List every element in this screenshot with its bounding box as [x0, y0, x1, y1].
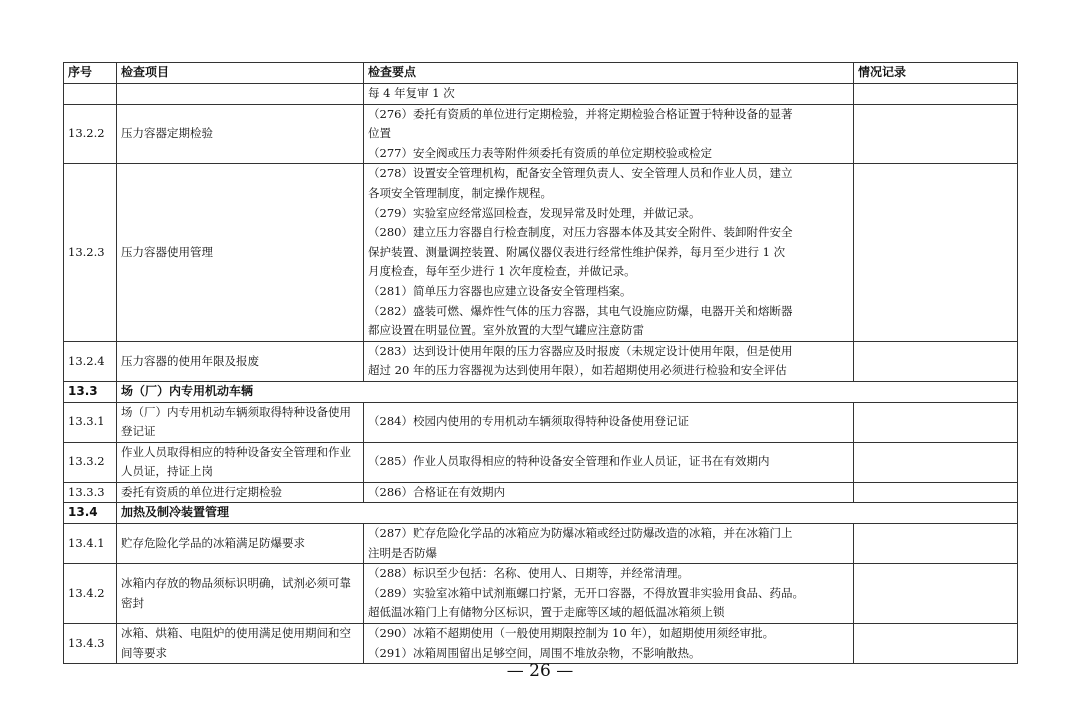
requirement-line: （291）冰箱周围留出足够空间，周围不堆放杂物，不影响散热。: [368, 645, 701, 660]
record-cell: [854, 402, 1018, 442]
inspection-points: [364, 164, 854, 341]
record-cell: [854, 564, 1018, 624]
row-number: 13.4.1: [64, 524, 117, 564]
requirement-line: （282）盛装可燃、爆炸性气体的压力容器，其电气设施应防爆，电器开关和熔断器: [368, 303, 793, 318]
requirement-line: 每 4 年复审 1 次: [368, 86, 455, 100]
table-row: [64, 442, 1018, 482]
requirement-line: （287）贮存危险化学品的冰箱应为防爆冰箱或经过防爆改造的冰箱，并在冰箱门上: [368, 526, 793, 541]
section-title: 场（厂）内专用机动车辆: [117, 381, 1018, 402]
inspection-points: [364, 482, 854, 503]
inspection-item: 场（厂）内专用机动车辆须取得特种设备使用登记证: [117, 402, 364, 442]
page-number: — 26 —: [506, 661, 574, 681]
header-points: 检查要点: [364, 63, 854, 84]
requirement-line: 月度检查，每年至少进行 1 次年度检查，并做记录。: [368, 264, 636, 279]
record-cell: [854, 84, 1018, 105]
section-row: [64, 381, 1018, 402]
section-number: 13.4: [64, 503, 117, 524]
header-item: 检查项目: [117, 63, 364, 84]
inspection-points: [364, 624, 854, 664]
requirement-line: 都应设置在明显位置。室外放置的大型气罐应注意防雷: [368, 323, 644, 338]
inspection-item: [117, 84, 364, 105]
record-cell: [854, 104, 1018, 164]
header-record: 情况记录: [854, 63, 1018, 84]
section-number: 13.3: [64, 381, 117, 402]
row-number: 13.4.3: [64, 624, 117, 664]
header-no: 序号: [64, 63, 117, 84]
requirement-line: （283）达到设计使用年限的压力容器应及时报废（未规定设计使用年限，但是使用: [368, 343, 793, 358]
requirement-line: （286）合格证在有效期内: [368, 484, 505, 499]
row-number: [64, 84, 117, 105]
section-title: 加热及制冷装置管理: [117, 503, 1018, 524]
inspection-points: [364, 442, 854, 482]
table-body: [64, 84, 1018, 664]
requirement-line: （280）建立压力容器自行检查制度，对压力容器本体及其安全附件、装卸附件安全: [368, 225, 793, 240]
requirement-line: （285）作业人员取得相应的特种设备安全管理和作业人员证，证书在有效期内: [368, 454, 770, 469]
inspection-item: 贮存危险化学品的冰箱满足防爆要求: [117, 524, 364, 564]
requirement-line: （289）实验室冰箱中试剂瓶螺口拧紧，无开口容器，不得放置非实验用食品、药品。: [368, 585, 804, 600]
record-cell: [854, 164, 1018, 341]
inspection-points: [364, 524, 854, 564]
requirement-line: 各项安全管理制度，制定操作规程。: [368, 185, 552, 200]
requirement-line: （290）冰箱不超期使用（一般使用期限控制为 10 年），如超期使用须经审批。: [368, 626, 775, 641]
record-cell: [854, 524, 1018, 564]
requirement-line: （278）设置安全管理机构，配备安全管理负责人、安全管理人员和作业人员，建立: [368, 166, 793, 181]
inspection-item: 压力容器使用管理: [117, 164, 364, 341]
table-row: [64, 524, 1018, 564]
requirement-line: （279）实验室应经常巡回检查，发现异常及时处理，并做记录。: [368, 205, 701, 220]
inspection-item: 压力容器定期检验: [117, 104, 364, 164]
row-number: 13.3.3: [64, 482, 117, 503]
table-header-row: [64, 63, 1018, 84]
table-row: [64, 341, 1018, 381]
requirement-line: 超过 20 年的压力容器视为达到使用年限），如若超期使用必须进行检验和安全评估: [368, 363, 787, 378]
inspection-points: [364, 104, 854, 164]
record-cell: [854, 624, 1018, 664]
row-number: 13.3.2: [64, 442, 117, 482]
requirement-line: 注明是否防爆: [368, 545, 437, 560]
inspection-item: 委托有资质的单位进行定期检验: [117, 482, 364, 503]
requirement-line: 超低温冰箱门上有储物分区标识，置于走廊等区域的超低温冰箱须上锁: [368, 605, 725, 620]
row-number: 13.4.2: [64, 564, 117, 624]
section-row: [64, 503, 1018, 524]
row-number: 13.2.4: [64, 341, 117, 381]
table-row: [64, 402, 1018, 442]
row-number: 13.2.2: [64, 104, 117, 164]
requirement-line: 位置: [368, 126, 391, 141]
inspection-points: [364, 341, 854, 381]
requirement-line: （277）安全阀或压力表等附件须委托有资质的单位定期校验或检定: [368, 145, 712, 160]
requirement-line: （288）标识至少包括：名称、使用人、日期等，并经常清理。: [368, 566, 689, 581]
table-row: [64, 164, 1018, 341]
table-row: [64, 624, 1018, 664]
table-row: [64, 104, 1018, 164]
inspection-item: 冰箱内存放的物品须标识明确，试剂必须可靠密封: [117, 564, 364, 624]
table-row: [64, 564, 1018, 624]
row-number: 13.2.3: [64, 164, 117, 341]
inspection-points: [364, 402, 854, 442]
requirement-line: （284）校园内使用的专用机动车辆须取得特种设备使用登记证: [368, 414, 689, 429]
inspection-item: 压力容器的使用年限及报废: [117, 341, 364, 381]
inspection-table: [63, 62, 1018, 664]
row-number: 13.3.1: [64, 402, 117, 442]
requirement-line: （276）委托有资质的单位进行定期检验，并将定期检验合格证置于特种设备的显著: [368, 106, 793, 121]
inspection-points: [364, 564, 854, 624]
record-cell: [854, 442, 1018, 482]
table-row: [64, 84, 1018, 105]
requirement-line: 保护装置、测量调控装置、附属仪器仪表进行经常性维护保养，每月至少进行 1 次: [368, 244, 786, 259]
inspection-item: 作业人员取得相应的特种设备安全管理和作业人员证，持证上岗: [117, 442, 364, 482]
requirement-line: （281）简单压力容器也应建立设备安全管理档案。: [368, 283, 632, 298]
inspection-points: [364, 84, 854, 105]
inspection-table-wrapper: [63, 62, 1017, 664]
inspection-item: 冰箱、烘箱、电阻炉的使用满足使用期间和空间等要求: [117, 624, 364, 664]
table-row: [64, 482, 1018, 503]
record-cell: [854, 341, 1018, 381]
record-cell: [854, 482, 1018, 503]
